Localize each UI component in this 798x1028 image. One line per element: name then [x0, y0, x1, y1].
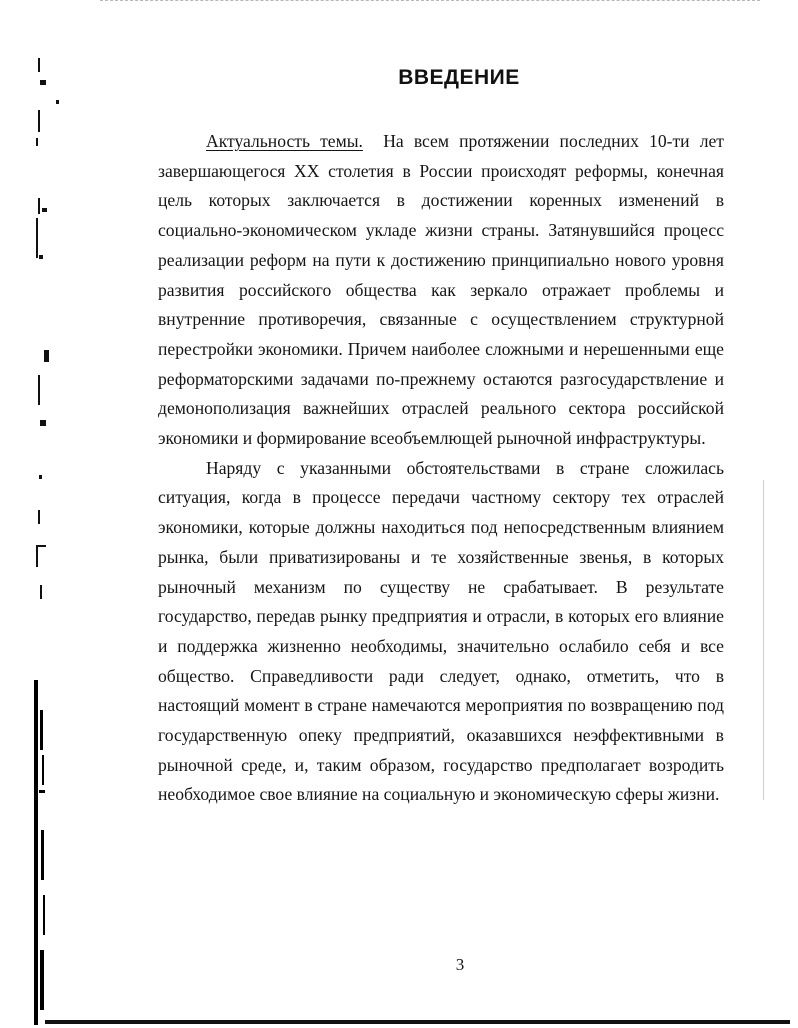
scan-top-artifact — [100, 0, 760, 4]
relevance-lead: Актуальность темы. — [206, 131, 363, 151]
page-heading: ВВЕДЕНИЕ — [398, 66, 520, 89]
page-number: 3 — [455, 955, 465, 974]
body-text — [158, 127, 724, 810]
paragraph-situation: Наряду с указанными обстоятельствами в стране сложилась ситуация, когда в процессе передачи частному сектору тех отраслей экономики, которые должны находиться под непосредственным влиянием рынка, были приватизированы и те хозяйственные звенья, в которых рыночный механизм по существу не срабатывает. В результате государство, передав рынку предприятия и отрасли, в которых его влияние и поддержка жизненно необходимы, значительно ослабило себя и все общество. Справедливости ради следует, однако, отметить, что в настоящий момент в стране намечаются мероприятия по возвращению под государственную опеку предприятий, оказавшихся неэффективными в рыночной среде, и, таким образом, государство предполагает возродить необходимое свое влияние на социальную и экономическую сферы жизни. — [158, 457, 724, 805]
binding-heavy-marks — [34, 680, 48, 1025]
paragraph-relevance — [158, 127, 724, 454]
scan-right-edge-artifact — [763, 480, 764, 800]
scan-bottom-edge — [45, 1020, 790, 1024]
relevance-text: На всем протяжении последних 10-ти лет завершающегося XX столетия в России происходят реформы, конечная цель которых заключается в достижении коренных изменений в социально-экономическом укладе жизни страны. Затянувшийся процесс реализации реформ на пути к достижению принципиально нового уровня развития российского общества как зеркало отражает проблемы и внутренние противоречия, связанные с осуществлением структурной перестройки экономики. Причем наиболее сложными и нерешенными еще реформаторскими задачами по-прежнему остаются разгосударствление и демонополизация важнейших отраслей реального сектора российской экономики и формирование всеобъемлющей рыночной инфраструктуры. — [158, 131, 724, 449]
